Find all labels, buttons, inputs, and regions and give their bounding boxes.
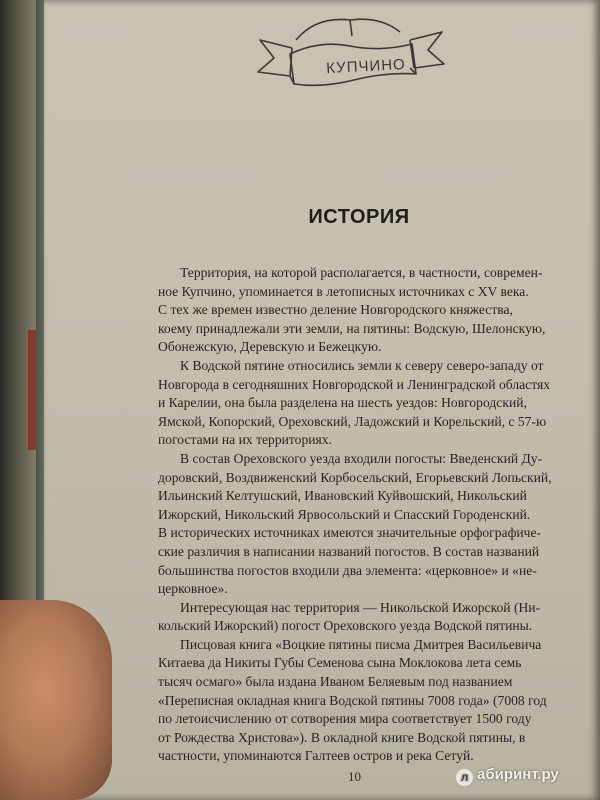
text-line: Территория, на которой располагается, в частности, современ-	[180, 265, 543, 280]
text-line: по летоисчислению от сотворения мира соответствует 1500 году	[158, 711, 532, 727]
text-line: В исторических источниках имеются значительные орфографиче-	[158, 525, 542, 541]
paragraph	[158, 264, 546, 357]
text-line: кольский Ижорский) погост Ореховского уезда Водской пятины.	[158, 618, 533, 634]
text-line: Ильинский Келтушский, Ивановский Куйвошский, Никольский	[158, 488, 527, 504]
text-line: погостами на их территориях.	[158, 432, 332, 448]
text-line: большинства погостов входили два элемента: «церковное» и «не-	[158, 562, 537, 578]
text-line: частности, упоминаются Галтеев остров и река Сетуй.	[158, 748, 474, 764]
page-number: 10	[348, 769, 361, 784]
paragraph	[158, 599, 541, 636]
book-page	[44, 0, 600, 800]
paragraph	[158, 450, 552, 599]
text-line: Писцовая книга «Воцкие пятины писма Дмитрея Васильевича	[180, 636, 542, 652]
text-line: ские различия в написании названий погостов. В состав названий	[158, 543, 540, 559]
watermark-text: абиринт.ру	[477, 766, 559, 783]
thumb-holding-book	[0, 600, 112, 800]
spine-red-band	[28, 330, 36, 450]
text-line: и Карелии, она была разделена на шесть уездов: Новгородский,	[158, 395, 527, 411]
text-line: коему принадлежали эти земли, на пятины: Водскую, Шелонскую,	[158, 320, 546, 336]
text-line: церковное».	[158, 581, 228, 597]
text-line: Китаева да Никиты Губы Семенова сына Моклокова лета семь	[158, 655, 522, 671]
text-line: Новгорода в сегодняшних Новгородской и Ленинградской областях	[158, 376, 550, 392]
body-text	[158, 264, 552, 766]
text-line: Ямской, Копорский, Ореховский, Ладожский и Корельский, с 57-ю	[158, 413, 547, 429]
text-line: Обонежскую, Деревскую и Бежецкую.	[158, 339, 382, 355]
section-heading: ИСТОРИЯ	[308, 206, 410, 228]
labirint-logo-icon: л	[456, 769, 473, 786]
text-line: тысяч осмаго» была издана Иваном Беляевым под названием	[158, 674, 513, 690]
text-line: доровский, Воздвиженский Корбосельский, Егорьевский Лопьский,	[158, 469, 552, 485]
text-line: Ижорский, Никольский Ярвосольский и Спасский Городенский.	[158, 506, 531, 522]
text-line: ное Купчино, упоминается в летописных источниках с XV века.	[158, 283, 529, 299]
chapter-title: КУПЧИНО	[325, 55, 407, 78]
watermark	[456, 766, 559, 786]
paragraph	[158, 357, 550, 450]
chapter-ribbon	[250, 10, 450, 100]
text-line: В состав Ореховского уезда входили погосты: Введенский Ду-	[180, 450, 543, 466]
text-line: «Переписная окладная книга Водской пятины 7008 года» (7008 год	[158, 692, 547, 708]
text-line: Интересующая нас территория — Никольской Ижорской (Ни-	[180, 599, 541, 615]
text-line: С тех же времен известно деление Новгородского княжества,	[158, 302, 513, 318]
text-line: К Водской пятине относились земли к северу северо-западу от	[180, 357, 544, 373]
text-line: от Рождества Христова»). В окладной книге Водской пятины, в	[158, 729, 526, 745]
paragraph	[158, 636, 547, 766]
